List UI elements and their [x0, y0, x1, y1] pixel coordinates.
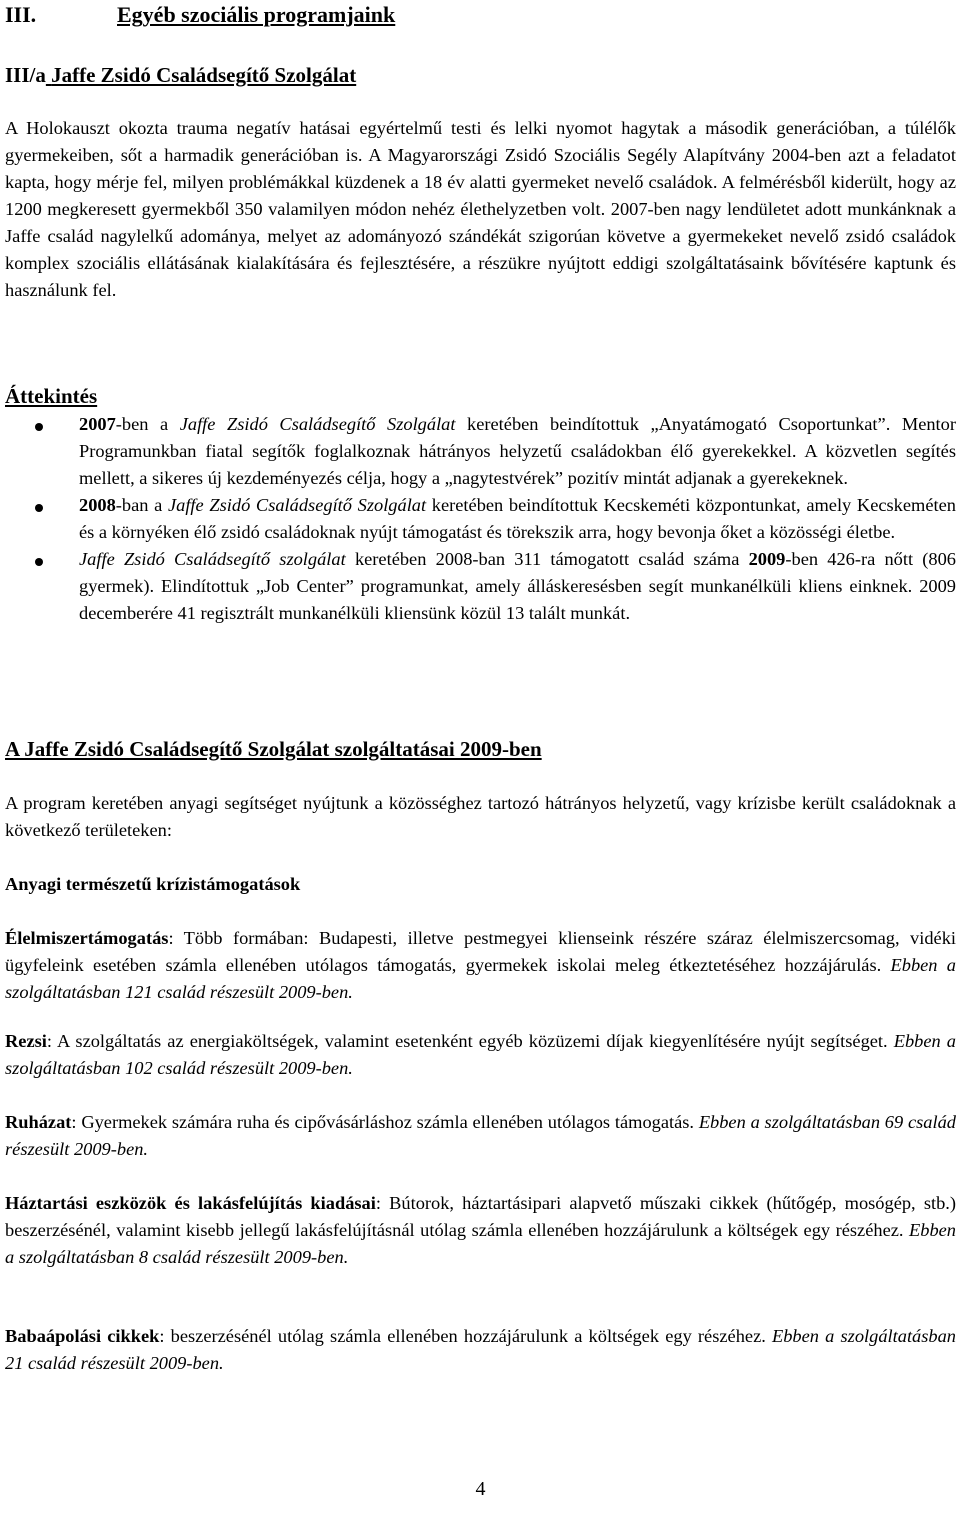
intro-p4: 2007-ben nagy lendületet adott munkánknak a Jaffe család nagylelkű adománya, melyet az adományozó szándékát szigorúan követve a gyermekeket nevelő zsidó családok komplex szociális ellátásának kialakítására és fejlesztésére, a részükre nyújtott eddigi szolgáltatásaink bővítésére kaptunk és használunk fel. — [5, 199, 956, 300]
section-heading — [5, 0, 395, 30]
intro-paragraph — [5, 115, 956, 304]
overview-item-2008: 2008-ban a Jaffe Zsidó Családsegítő Szolgálat keretében beindítottuk Kecskeméti központunkat, amely Kecskeméten és a környéken élő zsidó családoknak nyújt támogatást és törekszik arra, hogy bevonja őket a közösségi életbe. — [5, 492, 956, 546]
services-intro: A program keretében anyagi segítséget nyújtunk a közösséghez tartozó hátrányos helyzetű, vagy krízisbe került családoknak a következő területeken: — [5, 793, 956, 840]
service-baby-care: Babaápolási cikkek: beszerzésénél utólag számla ellenében hozzájárulunk a költségek egy részéhez. Ebben a szolgáltatásban 21 család részesült 2009-ben. — [5, 1326, 956, 1373]
intro-p1: A Holokauszt okozta trauma negatív hatásai egyértelmű testi és lelki nyomot hagytak a második generációban, a túlélők gyermekeiben, sőt a harmadik generációban is. — [5, 118, 956, 165]
intro-p2: A Magyarországi Zsidó Szociális Segély Alapítvány 2004-ben azt a feladatot kapta, hogy mérje fel, milyen problémákkal küzdenek a 18 év alatti gyermeket nevelő családok. — [5, 145, 956, 192]
section-number: III. — [5, 2, 37, 27]
subsection-title: Jaffe Zsidó Családsegítő Szolgálat — [51, 63, 357, 87]
bullet-icon — [35, 558, 43, 566]
subsection-heading — [5, 60, 356, 90]
services-heading: A Jaffe Zsidó Családsegítő Szolgálat szolgáltatásai 2009-ben — [5, 737, 542, 761]
overview-list — [5, 411, 956, 627]
subsection-prefix: III/a — [5, 63, 46, 87]
bullet-icon — [35, 504, 43, 512]
service-food: Élelmiszertámogatás: Több formában: Budapesti, illetve pestmegyei klienseink részére száraz élelmiszercsomag, vidéki ügyfeleink esetében számla ellenében utólagos támogatás, gyermekek iskolai meleg étkeztetéséhez hozzájárulás. Ebben a szolgáltatásban 121 család részesült 2009-ben. — [5, 928, 956, 1002]
service-clothing: Ruházat: Gyermekek számára ruha és cipővásárláshoz számla ellenében utólagos támogatás. Ebben a szolgáltatásban 69 család részesült 2009-ben. — [5, 1112, 956, 1159]
service-household: Háztartási eszközök és lakásfelújítás kiadásai: Bútorok, háztartásipari alapvető műszaki cikkek (hűtőgép, mosógép, stb.) beszerzésénél, valamint kisebb jellegű lakásfelújításnál utólag számla ellenében hozzájárulunk a költségek egy részéhez. Ebben a szolgáltatásban 8 család részesült 2009-ben. — [5, 1193, 956, 1267]
services-subheading: Anyagi természetű krízistámogatások — [5, 874, 301, 894]
bullet-icon — [35, 423, 43, 431]
intro-p3: A felmérésből kiderült, hogy az 1200 megkeresett gyermekből 350 valamilyen módon nehéz élethelyzetben volt. — [5, 172, 956, 219]
section-title: Egyéb szociális programjaink — [117, 2, 396, 27]
service-utilities: Rezsi: A szolgáltatás az energiaköltségek, valamint esetenként egyéb közüzemi díjak kiegyenlítésére nyújt segítséget. Ebben a szolgáltatásban 102 család részesült 2009-ben. — [5, 1031, 956, 1078]
overview-heading: Áttekintés — [5, 384, 98, 408]
overview-item-2009: Jaffe Zsidó Családsegítő szolgálat keretében 2008-ban 311 támogatott család száma 2009-ben 426-ra nőtt (806 gyermek). Elindítottuk „Job Center” programunkat, amely álláskeresésben segít munkanélküli kliens einknek. 2009 decemberére 41 regisztrált munkanélküli kliensünk közül 13 talált munkát. — [5, 546, 956, 627]
overview-item-2007: 2007-ben a Jaffe Zsidó Családsegítő Szolgálat keretében beindítottuk „Anyatámogató Csoportunkat”. Mentor Programunkban fiatal segítők foglalkoznak hátrányos helyzetű családokban élő gyerekekkel. A közvetlen segítés mellett, a sikeres új kezdeményezés célja, hogy a „nagytestvérek” pozitív mintát adjanak a gyerekeknek. — [5, 411, 956, 492]
page-number: 4 — [475, 1478, 486, 1500]
